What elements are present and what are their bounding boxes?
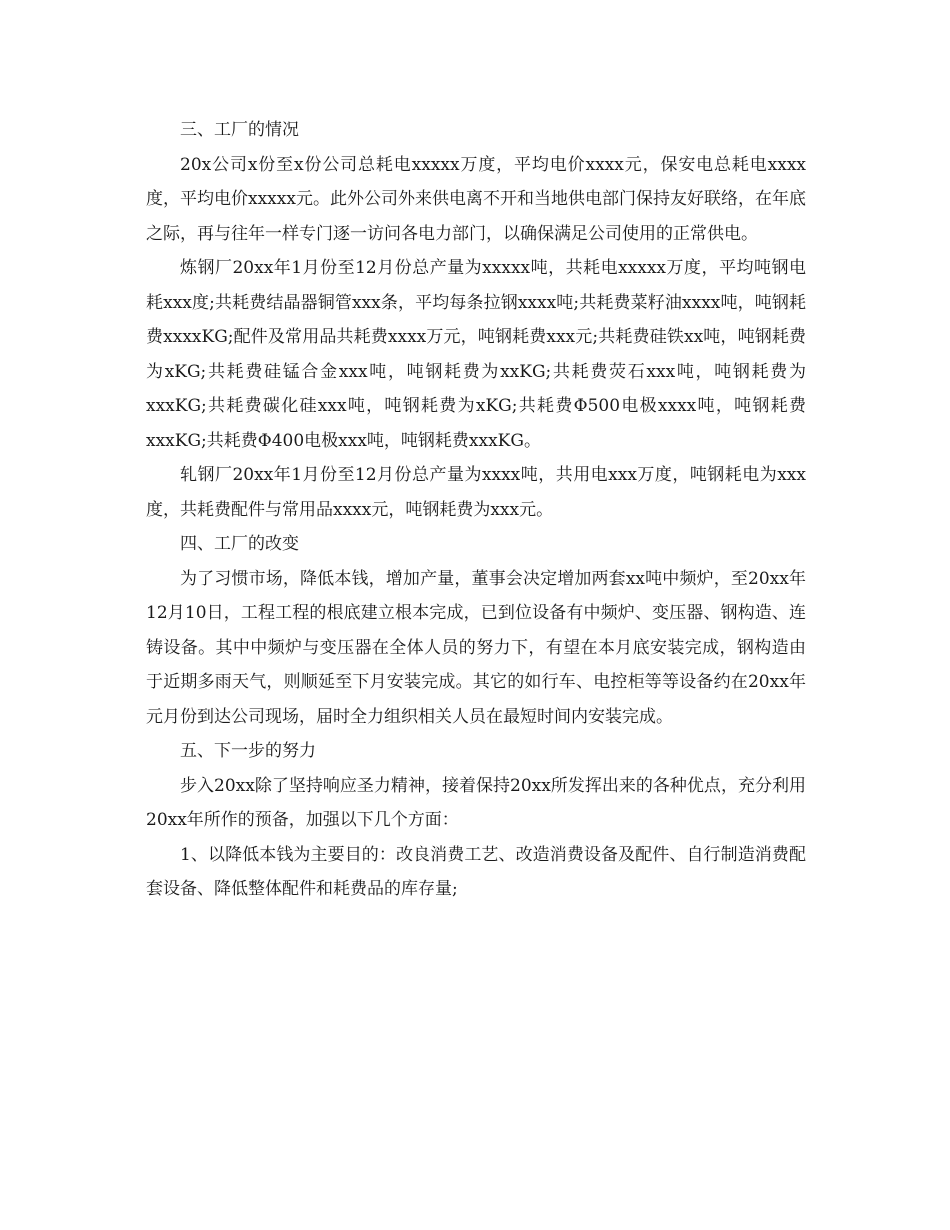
plant-changes-paragraph: 为了习惯市场，降低本钱，增加产量，董事会决定增加两套xx吨中频炉，至20xx年12月10日，工程工程的根底建立根本完成，已到位设备有中频炉、变压器、钢构造、连铸设备。其中中频炉与变压器在全体人员的努力下，有望在本月底安装完成，钢构造由于近期多雨天气，则顺延至下月安装完成。其它的如行车、电控柜等等设备约在20xx年元月份到达公司现场，届时全力组织相关人员在最短时间内安装完成。: [146, 568, 806, 727]
next-steps-paragraph: 步入20xx除了坚持响应圣力精神，接着保持20xx所发挥出来的各种优点，充分利用20xx年所作的预备，加强以下几个方面：: [146, 775, 806, 830]
section-4-heading: 四、工厂的改变: [180, 534, 299, 554]
power-consumption-paragraph: 20x公司x份至x份公司总耗电xxxxx万度，平均电价xxxx元，保安电总耗电xxxx度，平均电价xxxxx元。此外公司外来供电离不开和当地供电部门保持友好联络，在年底之际，再与往年一样专门逐一访问各电力部门，以确保满足公司使用的正常供电。: [146, 154, 806, 244]
rolling-mill-paragraph: 轧钢厂20xx年1月份至12月份总产量为xxxx吨，共用电xxx万度，吨钢耗电为xxx度，共耗费配件与常用品xxxx元，吨钢耗费为xxx元。: [146, 465, 806, 520]
section-5-heading: 五、下一步的努力: [180, 741, 316, 761]
section-3-heading: 三、工厂的情况: [180, 120, 299, 140]
steelmaking-plant-paragraph: 炼钢厂20xx年1月份至12月份总产量为xxxxx吨，共耗电xxxxx万度，平均吨钢电耗xxx度;共耗费结晶器铜管xxx条，平均每条拉钢xxxx吨;共耗费菜籽油xxxx吨，吨钢耗费xxxxKG;配件及常用品共耗费xxxx万元，吨钢耗费xxx元;共耗费硅铁xx吨，吨钢耗费为xKG;共耗费硅锰合金xxx吨，吨钢耗费为xxKG;共耗费荧石xxx吨，吨钢耗费为xxxKG;共耗费碳化硅xxx吨，吨钢耗费为xKG;共耗费Φ500电极xxxx吨，吨钢耗费xxxKG;共耗费Φ400电极xxx吨，吨钢耗费xxxKG。: [146, 258, 806, 451]
item-1-paragraph: 1、以降低本钱为主要目的：改良消费工艺、改造消费设备及配件、自行制造消费配套设备、降低整体配件和耗费品的库存量;: [146, 844, 806, 899]
document-body: [146, 113, 806, 907]
